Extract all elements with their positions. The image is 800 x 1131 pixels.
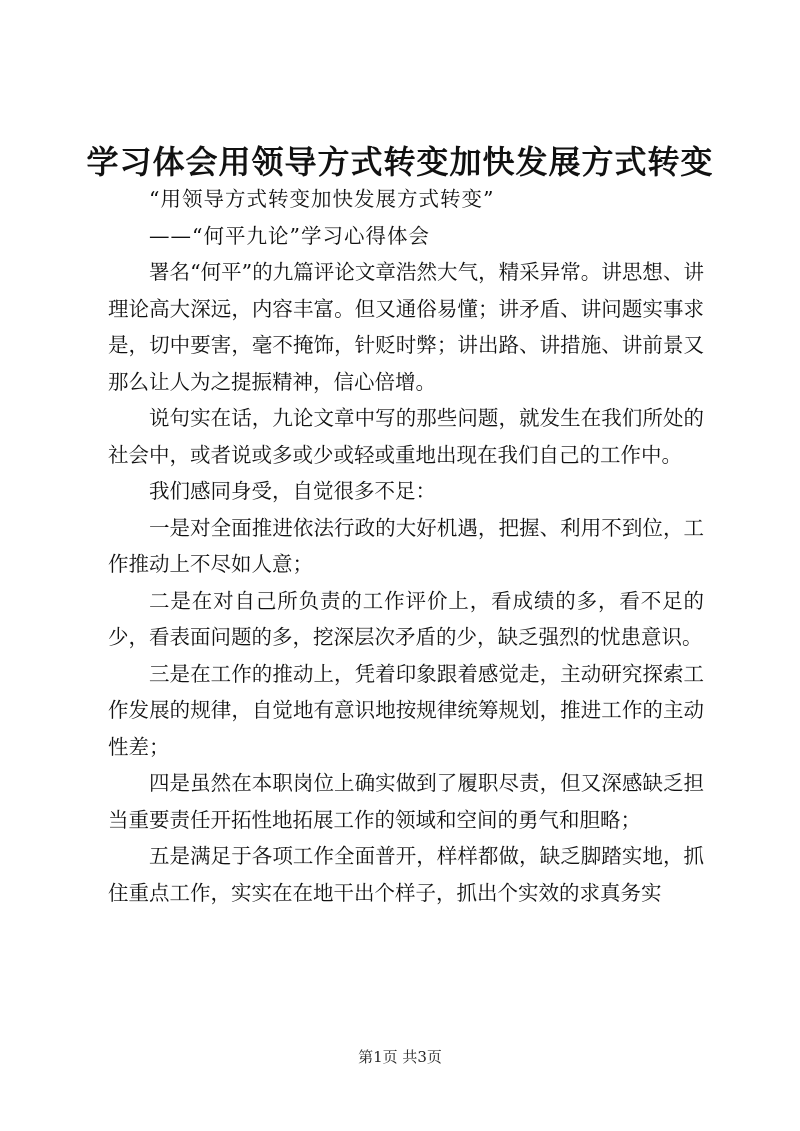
- subtitle-quote: “用领导方式转变加快发展方式转变”: [149, 187, 495, 211]
- paragraph: 署名“何平”的九篇评论文章浩然大气，精采异常。讲思想、讲理论高大深远，内容丰富。但又通俗易懂；讲矛盾、讲问题实事求是，切中要害，毫不掩饰，针贬时弊；讲出路、讲措施、讲前景又那么让人为之提振精神，信心倍增。: [108, 260, 704, 394]
- paragraph: 说句实在话，九论文章中写的那些问题，就发生在我们所处的社会中，或者说或多或少或轻或重地出现在我们自己的工作中。: [108, 406, 704, 467]
- paragraph: 我们感同身受，自觉很多不足：: [149, 479, 436, 503]
- paragraph: 三是在工作的推动上，凭着印象跟着感觉走，主动研究探索工作发展的规律，自觉地有意识地按规律统筹规划，推进工作的主动性差；: [108, 661, 704, 759]
- page-number-footer: 第1页 共3页: [358, 1048, 442, 1066]
- document-body: [108, 181, 704, 911]
- paragraph: 二是在对自己所负责的工作评价上，看成绩的多，看不足的少，看表面问题的多，挖深层次矛盾的少，缺乏强烈的忧患意识。: [108, 588, 704, 649]
- paragraph: 四是虽然在本职岗位上确实做到了履职尽责，但又深感缺乏担当重要责任开拓性地拓展工作的领域和空间的勇气和胆略；: [108, 771, 704, 832]
- paragraph: 五是满足于各项工作全面普开，样样都做，缺乏脚踏实地，抓住重点工作，实实在在地干出个样子，抓出个实效的求真务实: [108, 844, 704, 905]
- subtitle-attribution: ——“何平九论”学习心得体会: [149, 223, 430, 248]
- paragraph: 一是对全面推进依法行政的大好机遇，把握、利用不到位，工作推动上不尽如人意；: [108, 515, 704, 576]
- document-title: 学习体会用领导方式转变加快发展方式转变: [86, 143, 714, 181]
